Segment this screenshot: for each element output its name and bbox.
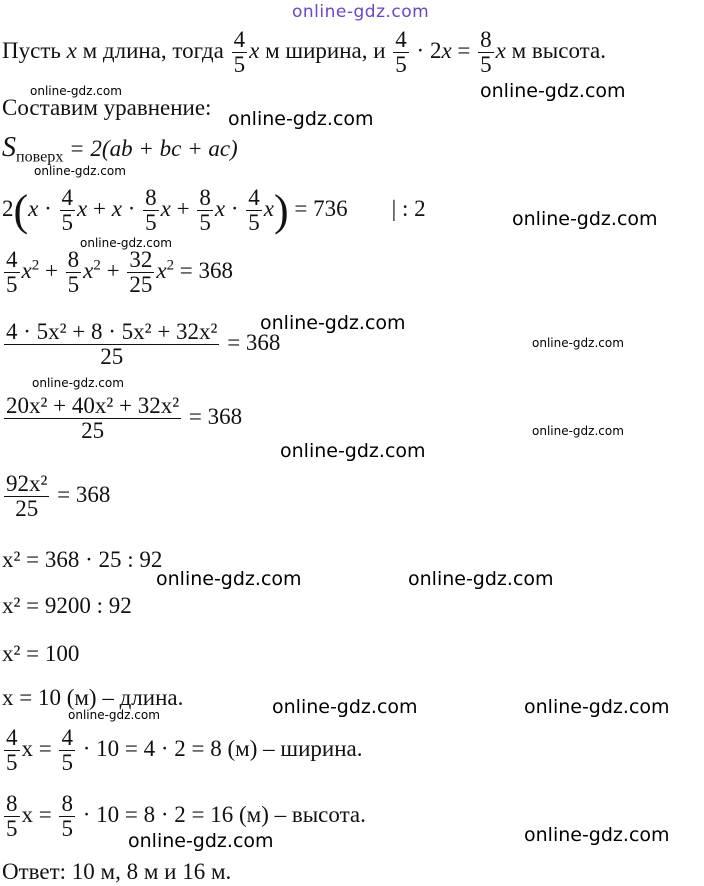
equation-line-2: $\frac{4}{5}$ $x^2$ + $\frac{8}{5}$ $x^2$ + $\frac{32}{25}$ $x^2 = 368$ (6, 247, 234, 298)
fraction: $\frac{8}{5}$ (67, 247, 80, 298)
fraction: $\frac{4}{5}$ (233, 27, 246, 78)
text: x = (21, 801, 58, 827)
watermark: online-gdz.com (408, 568, 554, 590)
equation-line-5 (2, 472, 110, 521)
x: x (77, 195, 88, 221)
x: x (111, 195, 122, 221)
watermark: online-gdz.com (524, 696, 670, 718)
watermark: online-gdz.com (32, 376, 124, 390)
watermark: online-gdz.com (34, 164, 126, 178)
text: · 2 (410, 37, 442, 63)
text: м ширина, и (259, 37, 392, 63)
paren-close: ) (273, 186, 289, 236)
fraction: $\frac{32}{25}$ (129, 247, 153, 298)
rhs: = 736 (288, 195, 348, 221)
intro-line: Пусть x м длина, тогда $\frac{4}{5}$ x м ширина, и $\frac{4}{5}$ · 2x = $\frac{8}{5}$ x м высота. (2, 27, 606, 78)
fraction: $\frac{4}{5}$ (6, 247, 18, 298)
plus: + (87, 195, 112, 221)
rhs: = 368 (221, 329, 281, 355)
text: = (451, 37, 477, 63)
equation-line-7: x² = 9200 : 92 (2, 593, 132, 618)
surface-formula (2, 134, 238, 166)
fraction: $\frac{\text{20x² + 40x² + 32x²}}{25}$ (6, 393, 180, 444)
width-result (2, 726, 362, 775)
text: м высота. (505, 37, 606, 63)
fraction: $\frac{8}{5}$ (6, 791, 18, 842)
s-symbol: S (2, 132, 16, 163)
dot: · (121, 195, 142, 221)
x: x (214, 195, 226, 221)
equation-heading: Составим уравнение: (2, 95, 212, 120)
watermark: online-gdz.com (272, 696, 418, 718)
fraction: $\frac{8}{5}$ (480, 27, 492, 78)
equation-line-3 (2, 320, 280, 369)
watermark: online-gdz.com (480, 80, 626, 102)
equation-line-4 (2, 394, 242, 443)
watermark: online-gdz.com (156, 568, 302, 590)
watermark: online-gdz.com (128, 830, 274, 852)
text: · 10 = 8 · 2 = 16 (м) – высота. (76, 801, 366, 827)
watermark: online-gdz.com (524, 824, 670, 846)
watermark: online-gdz.com (228, 108, 374, 130)
watermark: online-gdz.com (532, 424, 624, 438)
fraction: $\frac{8}{5}$ (145, 185, 157, 236)
watermark: online-gdz.com (532, 336, 624, 350)
rhs: = 368 (174, 257, 234, 283)
watermark-top: online-gdz.com (292, 2, 430, 22)
fraction: $\frac{8}{5}$ (61, 791, 73, 842)
height-result (2, 792, 366, 841)
fraction: $\frac{8}{5}$ (199, 185, 211, 236)
equation-line-8: x² = 100 (2, 641, 80, 666)
fraction: $\frac{4}{5}$ (61, 185, 74, 236)
text: Пусть (2, 37, 67, 63)
division-note: | : 2 (391, 195, 426, 221)
dot: · (38, 195, 58, 221)
rhs: = 368 (183, 403, 243, 429)
fraction: $\frac{4}{5}$ (395, 27, 407, 78)
text: м длина, тогда (76, 37, 230, 63)
coefficient: 2 (2, 195, 14, 221)
x: x (160, 195, 171, 221)
answer: Ответ: 10 м, 8 м и 16 м. (2, 859, 232, 884)
plus: + (170, 195, 196, 221)
fraction: $\frac{4}{5}$ (61, 725, 73, 776)
rhs: = 368 (51, 481, 111, 507)
text: x = (21, 735, 58, 761)
fraction: $\frac{4}{5}$ (6, 725, 18, 776)
fraction: $\frac{\text{92x²}}{25}$ (6, 471, 48, 522)
fraction: $\frac{\text{4 · 5x² + 8 · 5x² + 32x²}}{25}$ (6, 319, 218, 370)
equation-line-1 (2, 186, 426, 235)
subscript: поверх (16, 148, 64, 166)
watermark: online-gdz.com (80, 236, 172, 250)
fraction: $\frac{4}{5}$ (248, 185, 260, 236)
text: · 10 = 4 · 2 = 8 (м) – ширина. (76, 735, 363, 761)
watermark: online-gdz.com (280, 440, 426, 462)
formula-rest: = 2(ab + bc + ac) (63, 136, 238, 161)
length-result: x = 10 (м) – длина. (2, 685, 184, 710)
x: x (263, 195, 274, 221)
watermark: online-gdz.com (512, 208, 658, 230)
x: x (28, 195, 39, 221)
watermark: online-gdz.com (68, 708, 160, 722)
equation-line-6: x² = 368 · 25 : 92 (2, 547, 163, 572)
paren-open: ( (13, 186, 29, 236)
watermark: online-gdz.com (30, 84, 122, 98)
watermark: online-gdz.com (260, 312, 406, 334)
dot: · (225, 195, 245, 221)
